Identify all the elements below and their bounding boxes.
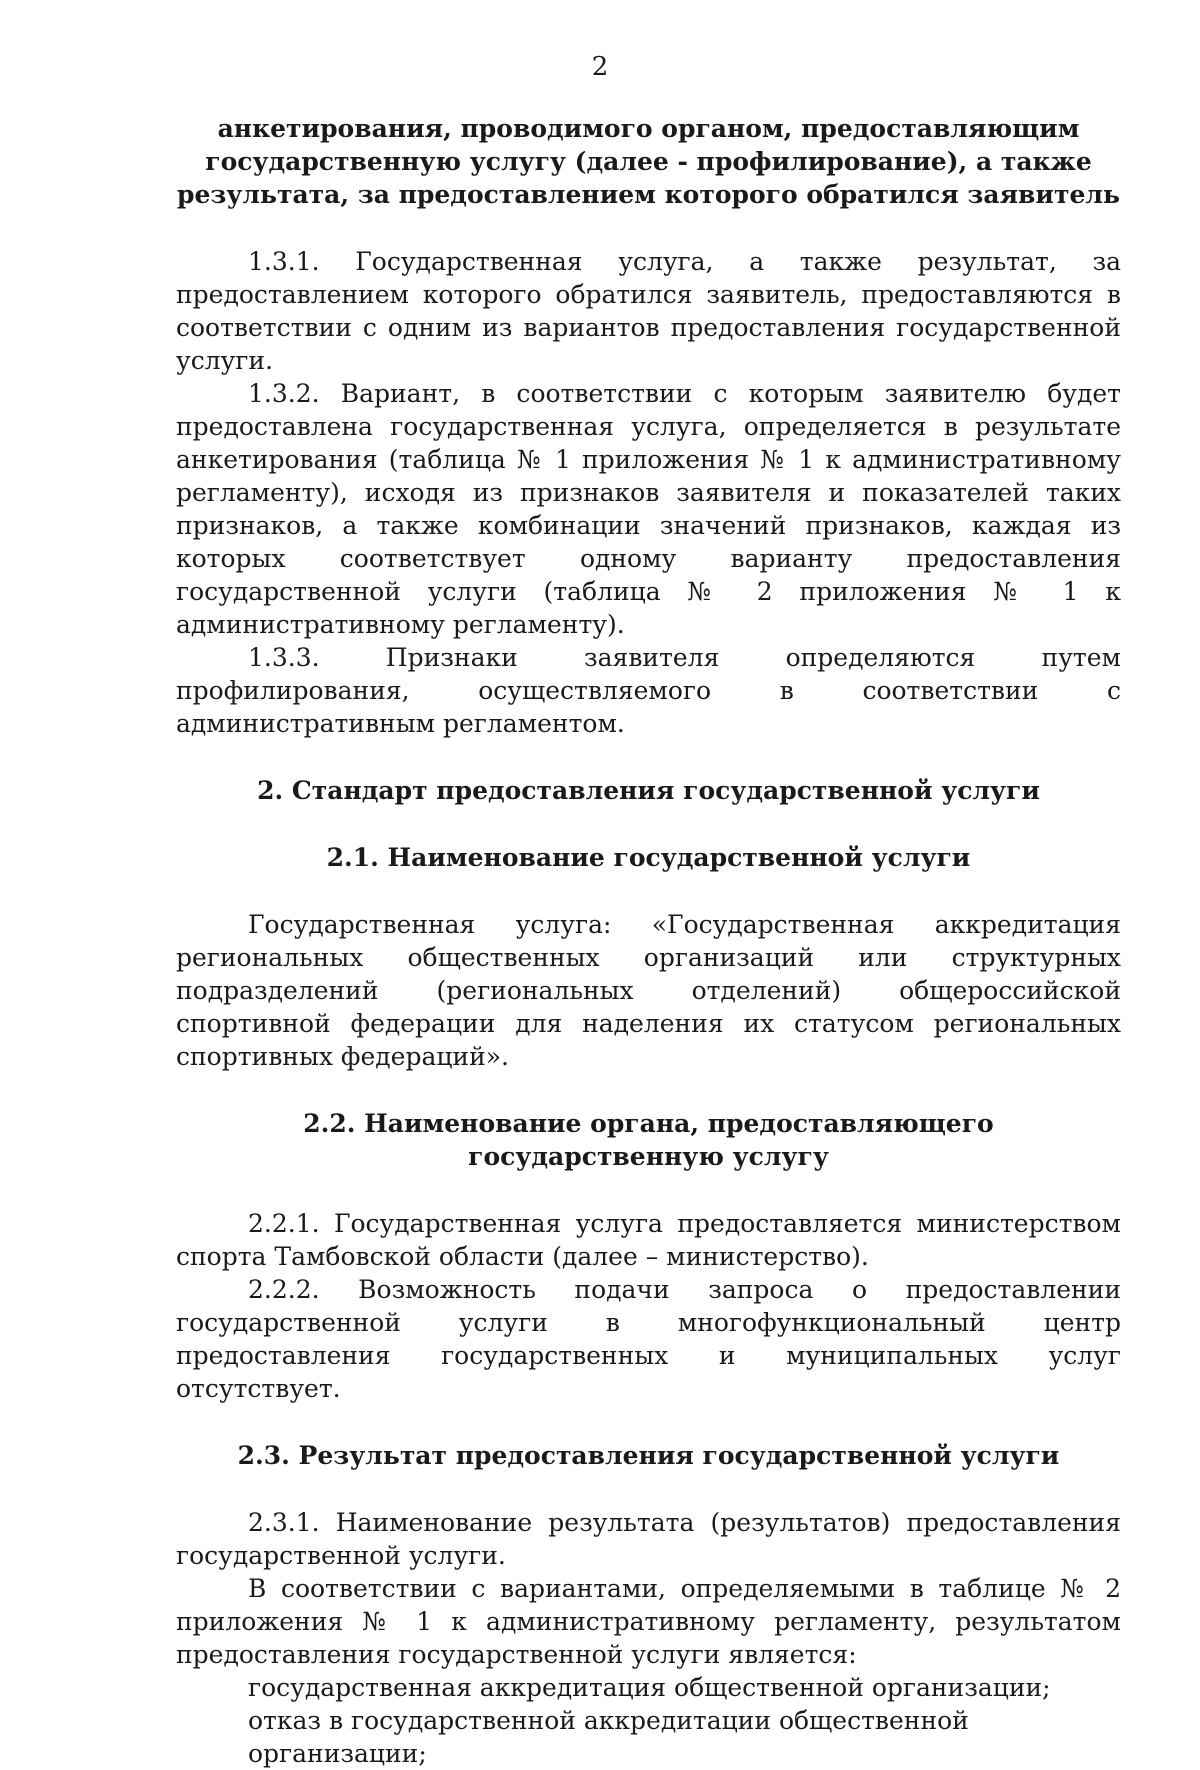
- section-2-2-heading: 2.2. Наименование органа, предоставляющего государственную услугу: [303, 1109, 994, 1171]
- section-2-1-heading: 2.1. Наименование государственной услуги: [326, 843, 971, 872]
- page-number: 2: [591, 52, 609, 82]
- paragraph-1-3-2: 1.3.2. Вариант, в соответствии с которым заявителю будет предоставлена государственная услуга, определяется в результате анкетирования (таблица № 1 приложения № 1 к административному регламенту), исходя из признаков заявителя и показателей таких признаков, а также комбинации значений признаков, каждая из которых соответствует одному варианту предоставления государственной услуги (таблица № 2 приложения № 1 к административному регламенту).: [176, 379, 1121, 639]
- paragraph-1-3-1: 1.3.1. Государственная услуга, а также результат, за предоставлением которого обратился заявитель, предоставляются в соответствии с одним из вариантов предоставления государственной услуги.: [176, 247, 1121, 375]
- section-2-heading: 2. Стандарт предоставления государственной услуги: [257, 776, 1040, 805]
- section-2-3-heading: 2.3. Результат предоставления государственной услуги: [237, 1441, 1060, 1470]
- paragraph-1-3-3: 1.3.3. Признаки заявителя определяются путем профилирования, осуществляемого в соответствии с административным регламентом.: [176, 643, 1121, 738]
- document-body: [176, 112, 1121, 1770]
- result-item-accreditation: государственная аккредитация общественной организации;: [248, 1673, 1051, 1702]
- paragraph-2-3-1: 2.3.1. Наименование результата (результатов) предоставления государственной услуги.: [176, 1508, 1121, 1570]
- intro-heading: анкетирования, проводимого органом, предоставляющим государственную услугу (далее - профилирование), а также результата, за предоставлением которого обратился заявитель: [177, 114, 1120, 209]
- paragraph-2-2-2: 2.2.2. Возможность подачи запроса о предоставлении государственной услуги в многофункциональный центр предоставления государственных и муниципальных услуг отсутствует.: [176, 1275, 1121, 1403]
- paragraph-2-3-variants: В соответствии с вариантами, определяемыми в таблице № 2 приложения № 1 к административному регламенту, результатом предоставления государственной услуги является:: [176, 1574, 1121, 1669]
- paragraph-2-2-1: 2.2.1. Государственная услуга предоставляется министерством спорта Тамбовской области (далее – министерство).: [176, 1209, 1121, 1271]
- result-item-refusal: отказ в государственной аккредитации общественной организации;: [248, 1706, 969, 1768]
- paragraph-2-1: Государственная услуга: «Государственная аккредитация региональных общественных организаций или структурных подразделений (региональных отделений) общероссийской спортивной федерации для наделения их статусом региональных спортивных федераций».: [176, 910, 1121, 1071]
